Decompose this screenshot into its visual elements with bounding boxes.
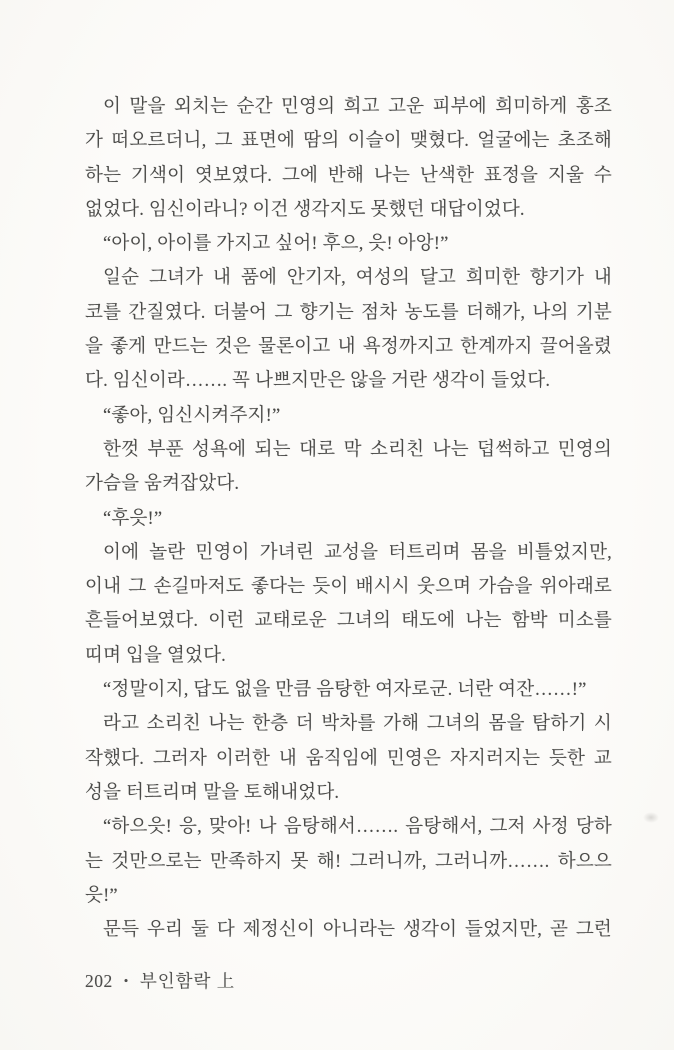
text-line: 이에 놀란 민영이 가녀린 교성을 터트리며 몸을 비틀었지만,: [103, 542, 612, 563]
scan-smudge-artifact: [643, 812, 659, 823]
page-footer: [85, 970, 235, 992]
text-line: 성을 터트리며 말을 토해내었다.: [85, 782, 340, 803]
text-line: 한껏 부푼 성욕에 되는 대로 막 소리친 나는 덥썩하고 민영의: [103, 439, 612, 460]
text-line: 문득 우리 둘 다 제정신이 아니라는 생각이 들었지만, 곧 그런: [103, 920, 612, 941]
text-line: 가슴을 움켜잡았다.: [85, 474, 240, 495]
text-line: 흔들어보였다. 이런 교태로운 그녀의 태도에 나는 함박 미소를: [85, 611, 612, 632]
text-line: 이내 그 손길마저도 좋다는 듯이 배시시 웃으며 가슴을 위아래로: [85, 577, 612, 598]
text-line: “하으읏! 응, 맞아! 나 음탕해서……. 음탕해서, 그저 사정 당하: [103, 817, 612, 838]
text-line: 하는 기색이 엿보였다. 그에 반해 나는 난색한 표정을 지울 수: [85, 165, 612, 186]
text-line: 읏!”: [85, 885, 118, 906]
book-title: 부인함락 上: [139, 971, 236, 991]
page-number: 202: [85, 971, 113, 991]
text-line: “후읏!”: [103, 508, 163, 529]
text-line: “좋아, 임신시켜주지!”: [103, 405, 281, 426]
text-line: “아이, 아이를 가지고 싶어! 후으, 읏! 아앙!”: [103, 234, 449, 255]
text-line: 코를 간질였다. 더불어 그 향기는 점차 농도를 더해가, 나의 기분: [85, 302, 612, 323]
text-line: 이 말을 외치는 순간 민영의 희고 고운 피부에 희미하게 홍조: [103, 97, 612, 117]
text-line: 작했다. 그러자 이러한 내 움직임에 민영은 자지러지는 듯한 교: [85, 748, 612, 769]
text-line: 는 것만으로는 만족하지 못 해! 그러니까, 그러니까……. 하으으: [85, 851, 612, 872]
footer-separator-dot: •: [123, 973, 129, 988]
text-line: 띠며 입을 열었다.: [85, 645, 226, 666]
text-line: 일순 그녀가 내 품에 안기자, 여성의 달고 희미한 향기가 내: [103, 268, 612, 289]
text-line: 가 떠오르더니, 그 표면에 땀의 이슬이 맺혔다. 얼굴에는 초조해: [85, 131, 612, 152]
page-text: [85, 90, 612, 947]
text-line: 을 좋게 만드는 것은 물론이고 내 욕정까지고 한계까지 끌어올렸: [85, 337, 612, 358]
text-line: 다. 임신이라……. 꼭 나쁘지만은 않을 거란 생각이 들었다.: [85, 371, 551, 392]
text-line: 라고 소리친 나는 한층 더 박차를 가해 그녀의 몸을 탐하기 시: [103, 714, 612, 735]
text-line: 없었다. 임신이라니? 이건 생각지도 못했던 대답이었다.: [85, 199, 525, 220]
text-line: “정말이지, 답도 없을 만큼 음탕한 여자로군. 너란 여잔……!”: [103, 680, 587, 701]
